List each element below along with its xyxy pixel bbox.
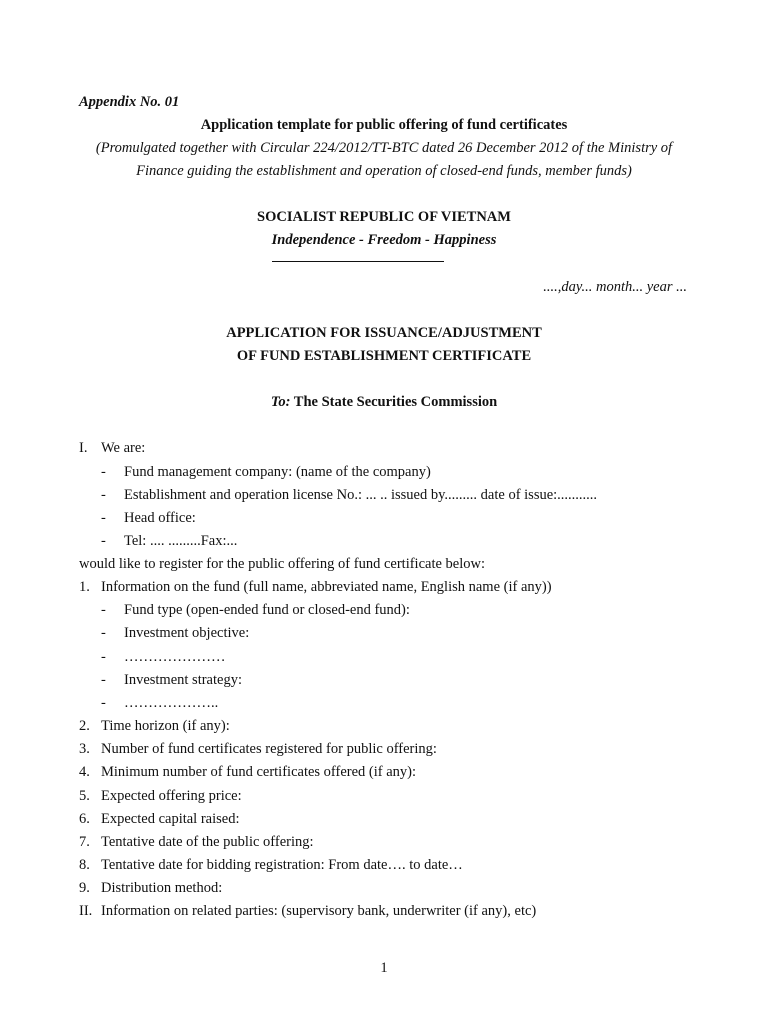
- section-2-text: Information on related parties: (supervisory bank, underwriter (if any), etc): [101, 903, 537, 919]
- item-text: Expected capital raised:: [101, 811, 240, 827]
- section-1-text: We are:: [101, 440, 146, 456]
- motto-underline: [272, 261, 444, 262]
- item-number: 9.: [79, 880, 90, 896]
- bullet-dash: -: [101, 649, 106, 665]
- list-item: ………………..: [124, 695, 219, 711]
- item-number: 6.: [79, 811, 90, 827]
- date-line: ....,day... month... year ...: [543, 279, 687, 295]
- item-number: 8.: [79, 857, 90, 873]
- document-subtitle: Application template for public offering of fund certificates: [200, 117, 568, 133]
- item-text: Tentative date of the public offering:: [101, 834, 314, 850]
- section-1-number: I.: [79, 440, 88, 456]
- list-item: Head office:: [124, 510, 196, 526]
- item-text: Distribution method:: [101, 880, 223, 896]
- addressee-label: To:: [270, 394, 291, 410]
- application-title-line-2: OF FUND ESTABLISHMENT CERTIFICATE: [236, 348, 532, 364]
- bullet-dash: -: [101, 487, 106, 503]
- bullet-dash: -: [101, 672, 106, 688]
- list-item: Investment objective:: [124, 625, 250, 641]
- bullet-dash: -: [101, 602, 106, 618]
- list-item: Fund type (open-ended fund or closed-end fund):: [124, 602, 410, 618]
- item-number: 2.: [79, 718, 90, 734]
- bullet-dash: -: [101, 625, 106, 641]
- list-item: Establishment and operation license No.: ... .. issued by......... date of issue:...........: [124, 487, 598, 503]
- appendix-label: Appendix No. 01: [79, 94, 180, 110]
- bullet-dash: -: [101, 533, 106, 549]
- item-number: 3.: [79, 741, 90, 757]
- page-number: 1: [380, 960, 388, 976]
- addressee-line: [0, 391, 768, 414]
- bullet-dash: -: [101, 464, 106, 480]
- item-number: 7.: [79, 834, 90, 850]
- item-text: Tentative date for bidding registration: From date…. to date…: [101, 857, 463, 873]
- register-statement: would like to register for the public offering of fund certificate below:: [79, 556, 485, 572]
- section-2-number: II.: [79, 903, 93, 919]
- item-number: 5.: [79, 788, 90, 804]
- item-text: Number of fund certificates registered for public offering:: [101, 741, 437, 757]
- addressee-value: The State Securities Commission: [293, 394, 498, 410]
- list-item: …………………: [124, 649, 226, 665]
- item-1-number: 1.: [79, 579, 90, 595]
- bullet-dash: -: [101, 695, 106, 711]
- application-title-line-1: APPLICATION FOR ISSUANCE/ADJUSTMENT: [226, 325, 542, 341]
- republic-heading: SOCIALIST REPUBLIC OF VIETNAM: [257, 209, 511, 225]
- list-item: Tel: .... .........Fax:...: [124, 533, 238, 549]
- promulgation-line-1: (Promulgated together with Circular 224/2012/TT-BTC dated 26 December 2012 of the Ministry of: [95, 140, 673, 156]
- bullet-dash: -: [101, 510, 106, 526]
- list-item: Fund management company: (name of the company): [124, 464, 431, 480]
- item-text: Expected offering price:: [101, 788, 242, 804]
- list-item: Investment strategy:: [124, 672, 242, 688]
- promulgation-line-2: Finance guiding the establishment and operation of closed-end funds, member funds): [136, 163, 632, 179]
- item-1-text: Information on the fund (full name, abbreviated name, English name (if any)): [101, 579, 552, 595]
- item-text: Time horizon (if any):: [101, 718, 230, 734]
- item-text: Minimum number of fund certificates offered (if any):: [101, 764, 416, 780]
- national-motto: Independence - Freedom - Happiness: [271, 232, 497, 248]
- item-number: 4.: [79, 764, 90, 780]
